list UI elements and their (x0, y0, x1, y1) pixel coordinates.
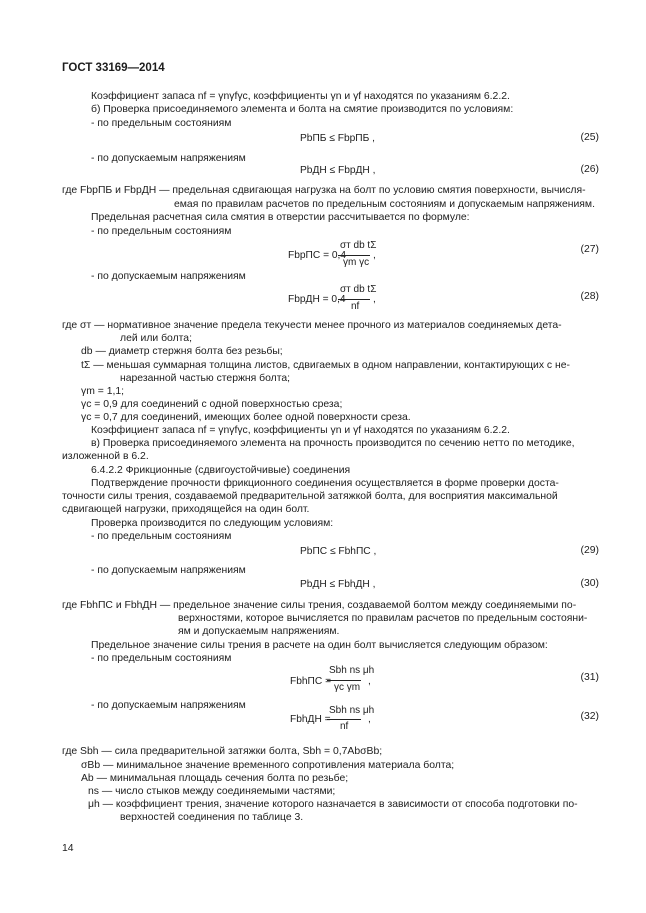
formula-30: PbДН ≤ FbhДН , (300, 579, 376, 590)
text-line: изложенной в 6.2. (62, 451, 149, 462)
text-line: где FbрПБ и FbрДН — предельная сдвигающая нагрузка на болт по условию смятия поверхности, вычисля- (62, 185, 586, 196)
text-line: верхностей соединения по таблице 3. (120, 812, 304, 823)
text-line: tΣ — меньшая суммарная толщина листов, сдвигаемых в одном направлении, контактирующих с не- (81, 360, 570, 371)
formula-32-numerator: Sbh ns μh (329, 705, 375, 716)
text-line: нарезанной частью стержня болта; (120, 373, 291, 384)
formula-27-tail: , (373, 250, 376, 261)
formula-31-denominator: γc γm (334, 682, 361, 693)
formula-25: PbПБ ≤ FbрПБ , (300, 133, 375, 144)
formula-31-tail: , (368, 676, 371, 687)
text-line: γm = 1,1; (81, 386, 125, 397)
formula-31-numerator: Sbh ns μh (329, 665, 375, 676)
fraction-bar (338, 299, 370, 300)
text-line: ям и допускаемым напряжениям. (178, 626, 340, 637)
formula-28-denominator: nf (351, 301, 360, 312)
list-item: - по допускаемым напряжениям (91, 153, 246, 164)
text-line: точности силы трения, создаваемой предварительной затяжкой болта, для восприятия максимальной (62, 491, 558, 502)
formula-28-numerator: σт db tΣ (340, 284, 377, 295)
text-line: Предельное значение силы трения в расчете на один болт вычисляется следующим образом: (91, 640, 548, 651)
equation-number: (31) (580, 672, 599, 683)
text-line: Подтверждение прочности фрикционного соединения осуществляется в форме проверки доста- (91, 478, 559, 489)
text-line: μh — коэффициент трения, значение которого назначается в зависимости от способа подготовки по- (88, 799, 578, 810)
text-line: б) Проверка присоединяемого элемента и болта на смятие производится по условиям: (91, 104, 514, 115)
equation-number: (25) (580, 132, 599, 143)
formula-27-lhs: FbрПС = 0,4 (288, 250, 347, 261)
text-line: Проверка производится по следующим условиям: (91, 518, 334, 529)
equation-number: (32) (580, 711, 599, 722)
text-line: где Sbh — сила предварительной затяжки болта, Sbh = 0,7AbσBb; (62, 746, 383, 757)
text-line: db — диаметр стержня болта без резьбы; (81, 346, 283, 357)
fraction-bar (327, 680, 361, 681)
formula-28-tail: , (373, 294, 376, 305)
formula-31-lhs: FbhПС = (290, 676, 332, 687)
text-line: ns — число стыков между соединяемыми частями; (88, 786, 336, 797)
formula-27-numerator: σт db tΣ (340, 240, 377, 251)
equation-number: (28) (580, 291, 599, 302)
document-header: ГОСТ 33169—2014 (62, 62, 165, 74)
section-heading: 6.4.2.2 Фрикционные (сдвигоустойчивые) соединения (91, 465, 351, 476)
formula-26: PbДН ≤ FbрДН , (300, 165, 376, 176)
equation-number: (30) (580, 578, 599, 589)
text-line: Ab — минимальная площадь сечения болта по резьбе; (81, 773, 349, 784)
text-line: Коэффициент запаса nf = γnγfγc, коэффициенты γn и γf находятся по указаниям 6.2.2. (91, 91, 510, 102)
list-item: - по предельным состояниям (91, 226, 232, 237)
fraction-bar (338, 255, 370, 256)
formula-27-denominator: γm γc (343, 257, 370, 268)
fraction-bar (327, 719, 361, 720)
list-item: - по допускаемым напряжениям (91, 271, 246, 282)
list-item: - по предельным состояниям (91, 653, 232, 664)
list-item: - по предельным состояниям (91, 531, 232, 542)
text-line: σBb — минимальное значение временного сопротивления материала болта; (81, 760, 455, 771)
equation-number: (29) (580, 545, 599, 556)
text-line: сдвигающей нагрузки, приходящейся на один болт. (62, 504, 310, 515)
text-line: в) Проверка присоединяемого элемента на прочность производится по сечению нетто по методике, (91, 438, 575, 449)
list-item: - по предельным состояниям (91, 118, 232, 129)
text-line: γc = 0,7 для соединений, имеющих более одной поверхности среза. (81, 412, 411, 423)
list-item: - по допускаемым напряжениям (91, 565, 246, 576)
list-item: - по допускаемым напряжениям (91, 700, 246, 711)
text-line: где σт — нормативное значение предела текучести менее прочного из материалов соединяемых дета- (62, 320, 562, 331)
formula-32-denominator: nf (340, 721, 349, 732)
page-number: 14 (62, 843, 74, 854)
text-line: емая по правилам расчетов по предельным состояниям и допускаемым напряжениям. (174, 199, 595, 210)
text-line: лей или болта; (120, 333, 192, 344)
text-line: γc = 0,9 для соединений с одной поверхностью среза; (81, 399, 343, 410)
equation-number: (26) (580, 164, 599, 175)
formula-29: PbПС ≤ FbhПС , (300, 546, 377, 557)
equation-number: (27) (580, 244, 599, 255)
formula-28-lhs: FbрДН = 0,4 (288, 294, 346, 305)
text-line: где FbhПС и FbhДН — предельное значение силы трения, создаваемой болтом между соединяемыми по- (62, 600, 577, 611)
formula-32-lhs: FbhДН = (290, 714, 331, 725)
formula-32-tail: , (368, 714, 371, 725)
text-line: верхностями, которое вычисляется по правилам расчетов по предельным состояни- (178, 613, 588, 624)
text-line: Предельная расчетная сила смятия в отверстии рассчитывается по формуле: (91, 212, 470, 223)
text-line: Коэффициент запаса nf = γnγfγc, коэффициенты γn и γf находятся по указаниям 6.2.2. (91, 425, 510, 436)
